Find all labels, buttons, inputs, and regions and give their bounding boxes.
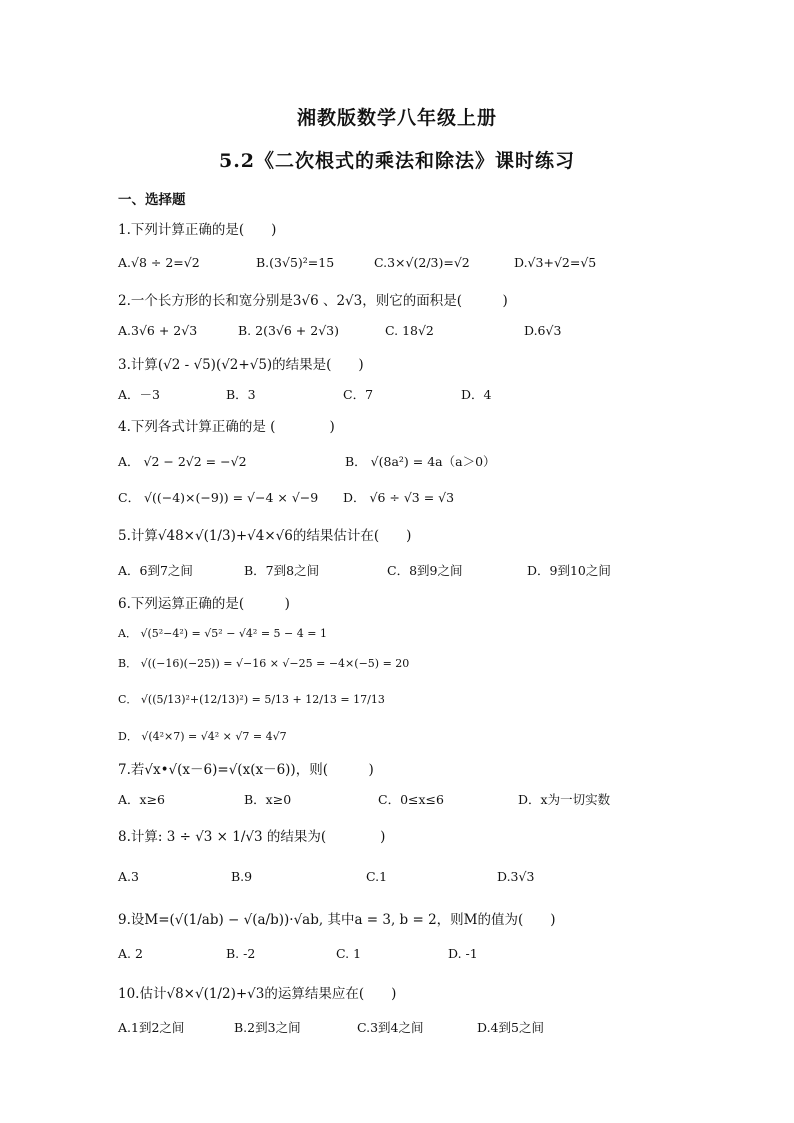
question-3-option-b: B．3 (226, 387, 256, 402)
question-2-option-d: D.6√3 (524, 323, 562, 338)
question-3-option-c: C．7 (343, 387, 374, 402)
question-3-option-a: A．－3 (118, 387, 160, 402)
question-9-option-c: C. 1 (336, 946, 362, 961)
question-7-option-b: B．x≥0 (244, 792, 292, 807)
question-1-option-c: C.3×√(2/3)=√2 (374, 255, 470, 270)
question-7-option-c: C．0≤x≤6 (378, 792, 444, 807)
question-9-stem: 9.设M=(√(1/ab) − √(a/b))·√ab, 其中a = 3, b = 2，则M的值为( ) (118, 912, 556, 928)
question-1-option-d: D.√3+√2=√5 (514, 255, 597, 270)
section-heading: 一、选择题 (118, 192, 186, 208)
question-10-option-a: A.1到2之间 (118, 1020, 185, 1035)
question-4-option-b: B． √(8a²) = 4a（a＞0） (345, 454, 496, 469)
question-4-option-c: C． √((−4)×(−9)) = √−4 × √−9 (118, 490, 319, 505)
question-8-stem: 8.计算: 3 ÷ √3 × 1/√3 的结果为( ) (118, 829, 386, 845)
question-1-option-a: A.√8 ÷ 2=√2 (118, 255, 200, 270)
question-8-option-a: A.3 (118, 869, 139, 884)
question-10-option-c: C.3到4之间 (357, 1020, 424, 1035)
question-4-stem: 4.下列各式计算正确的是 ( ) (118, 419, 335, 435)
question-8-option-b: B.9 (231, 869, 253, 884)
question-5-option-c: C．8到9之间 (387, 563, 463, 578)
question-2-stem: 2.一个长方形的长和宽分别是3√6 、2√3，则它的面积是( ) (118, 293, 508, 309)
question-7-stem: 7.若√x•√(x－6)=√(x(x－6))，则( ) (118, 762, 374, 778)
question-6-option-a: A． √(5²−4²) = √5² − √4² = 5 − 4 = 1 (118, 627, 327, 640)
question-1-stem: 1.下列计算正确的是( ) (118, 222, 277, 238)
document-subtitle: 5.2《二次根式的乘法和除法》课时练习 (218, 150, 576, 172)
question-5-stem: 5.计算√48×√(1/3)+√4×√6的结果估计在( ) (118, 528, 412, 544)
question-8-option-c: C.1 (366, 869, 388, 884)
question-9-option-a: A. 2 (118, 946, 143, 961)
document-title: 湘教版数学八年级上册 (296, 107, 497, 129)
question-6-stem: 6.下列运算正确的是( ) (118, 596, 290, 612)
question-7-option-d: D．x为一切实数 (518, 792, 611, 807)
question-10-option-d: D.4到5之间 (477, 1020, 544, 1035)
question-2-option-a: A.3√6 + 2√3 (118, 323, 198, 338)
question-6-option-c: C． √((5/13)²+(12/13)²) = 5/13 + 12/13 = 17/13 (118, 693, 385, 706)
question-7-option-a: A．x≥6 (118, 792, 166, 807)
question-5-option-b: B．7到8之间 (244, 563, 320, 578)
question-6-option-b: B． √((−16)(−25)) = √−16 × √−25 = −4×(−5) = 20 (118, 657, 410, 670)
question-3-stem: 3.计算(√2 - √5)(√2+√5)的结果是( ) (118, 357, 364, 373)
question-5-option-d: D．9到10之间 (527, 563, 611, 578)
question-9-option-b: B. -2 (226, 946, 256, 961)
question-4-option-d: D． √6 ÷ √3 = √3 (343, 490, 455, 505)
question-6-option-d: D． √(4²×7) = √4² × √7 = 4√7 (118, 730, 287, 743)
question-10-option-b: B.2到3之间 (234, 1020, 301, 1035)
question-8-option-d: D.3√3 (497, 869, 535, 884)
question-9-option-d: D. -1 (448, 946, 478, 961)
question-2-option-b: B. 2(3√6 + 2√3) (238, 323, 340, 338)
question-4-option-a: A． √2 − 2√2 = −√2 (118, 454, 247, 469)
question-2-option-c: C. 18√2 (385, 323, 434, 338)
question-10-stem: 10.估计√8×√(1/2)+√3的运算结果应在( ) (118, 986, 397, 1002)
question-3-option-d: D．4 (461, 387, 492, 402)
question-5-option-a: A．6到7之间 (118, 563, 193, 578)
question-1-option-b: B.(3√5)²=15 (256, 255, 335, 270)
